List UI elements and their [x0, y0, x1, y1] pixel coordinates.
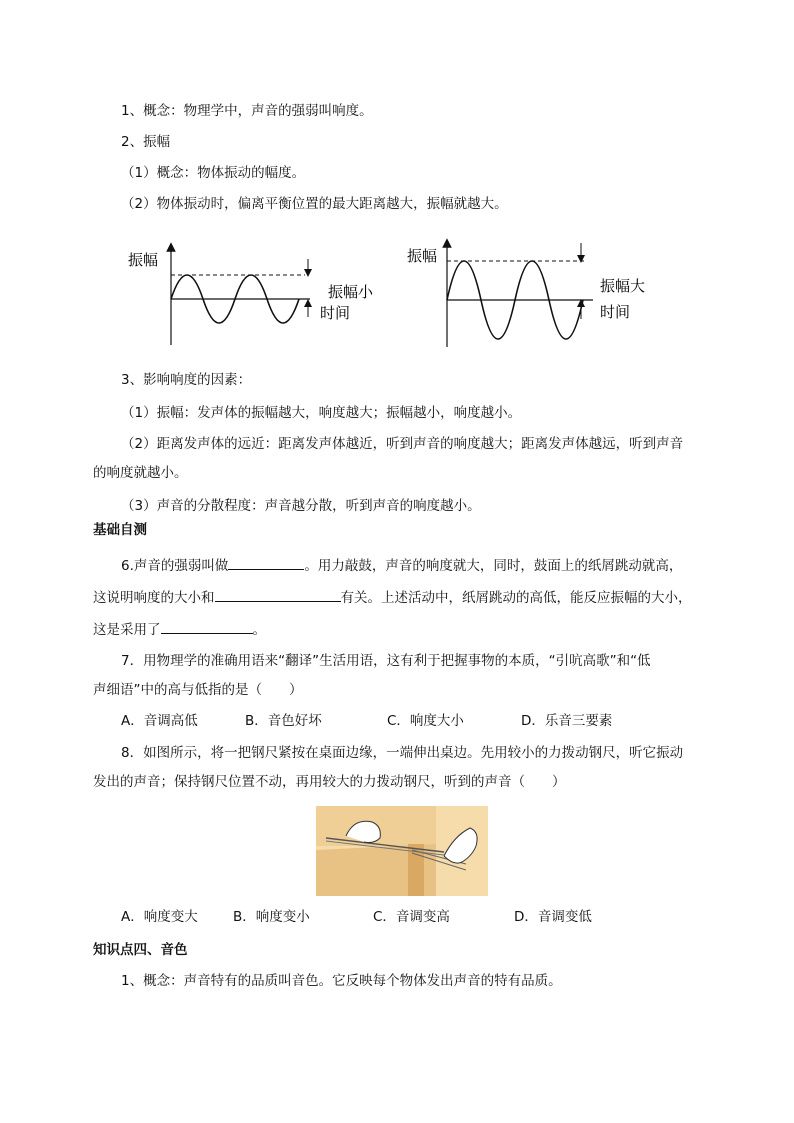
timbre-concept: 1、概念：声音特有的品质叫音色。它反映每个物体发出声音的特有品质。	[121, 973, 562, 989]
q6-text: 这是采用了	[93, 622, 161, 638]
amplitude-figure	[110, 235, 670, 355]
q7-option-b[interactable]: B．音色好坏	[245, 713, 322, 729]
q6-text: 。	[252, 622, 266, 638]
q6-line3	[93, 619, 266, 640]
factor-dispersion: （3）声音的分散程度：声音越分散，听到声音的响度越小。	[121, 498, 481, 514]
q6-blank-1[interactable]	[228, 555, 304, 570]
q7-option-a[interactable]: A．音调高低	[121, 713, 198, 729]
q7-line1: 7．用物理学的准确用语来“翻译”生活用语，这有利于把握事物的本质，“引吭高歌”和“低	[121, 653, 651, 669]
q8-option-c[interactable]: C．音调变高	[373, 909, 450, 925]
ruler-illustration	[316, 806, 488, 896]
small-amplitude-annotation: 振幅小	[328, 283, 374, 301]
q7-line2: 声细语”中的高与低指的是（ ）	[93, 682, 303, 698]
small-amplitude-ylabel: 振幅	[128, 251, 159, 269]
q6-text: 这说明响度的大小和	[93, 590, 215, 606]
large-amplitude-xlabel: 时间	[600, 303, 631, 321]
q6-line2	[93, 587, 692, 608]
large-amplitude-ylabel: 振幅	[407, 247, 438, 265]
timbre-heading: 知识点四、音色	[93, 942, 188, 958]
q8-line1: 8．如图所示，将一把钢尺紧按在桌面边缘，一端伸出桌边。先用较小的力拨动钢尺，听它振动	[121, 745, 684, 761]
factor-distance-line1: （2）距离发声体的远近：距离发声体越近，听到声音的响度越大；距离发声体越远，听到声音	[121, 436, 684, 452]
factor-distance-line2: 的响度就越小。	[93, 465, 188, 481]
large-amplitude-annotation: 振幅大	[600, 277, 646, 295]
q8-option-a[interactable]: A．响度变大	[121, 909, 198, 925]
factor-amplitude: （1）振幅：发声体的振幅越大，响度越大；振幅越小，响度越小。	[121, 405, 522, 421]
q6-blank-3[interactable]	[161, 619, 253, 634]
factors-title: 3、影响响度的因素：	[121, 372, 252, 388]
q8-line2: 发出的声音；保持钢尺位置不动，再用较大的力拨动钢尺，听到的声音（ ）	[93, 774, 566, 790]
q7-option-c[interactable]: C．响度大小	[387, 713, 464, 729]
q7-option-d[interactable]: D．乐音三要素	[521, 713, 613, 729]
q6-line1	[121, 555, 682, 576]
q6-blank-2[interactable]	[215, 587, 341, 602]
loudness-concept: 1、概念：物理学中，声音的强弱叫响度。	[121, 103, 373, 119]
amplitude-title: 2、振幅	[121, 134, 171, 150]
self-test-heading: 基础自测	[93, 522, 147, 538]
q8-option-b[interactable]: B．响度变小	[233, 909, 310, 925]
q6-text: 有关。上述活动中，纸屑跳动的高低，能反应振幅的大小，	[340, 590, 692, 606]
large-amplitude-graph	[407, 243, 645, 347]
q6-text: 。用力敲鼓，声音的响度就大，同时，鼓面上的纸屑跳动就高，	[304, 558, 683, 574]
amplitude-definition: （1）概念：物体振动的幅度。	[121, 165, 306, 181]
small-amplitude-xlabel: 时间	[320, 304, 351, 322]
small-amplitude-graph	[128, 247, 374, 345]
amplitude-explanation: （2）物体振动时，偏离平衡位置的最大距离越大，振幅就越大。	[121, 196, 508, 212]
q8-option-d[interactable]: D．音调变低	[514, 909, 592, 925]
q6-text: 6.声音的强弱叫做	[121, 558, 229, 574]
